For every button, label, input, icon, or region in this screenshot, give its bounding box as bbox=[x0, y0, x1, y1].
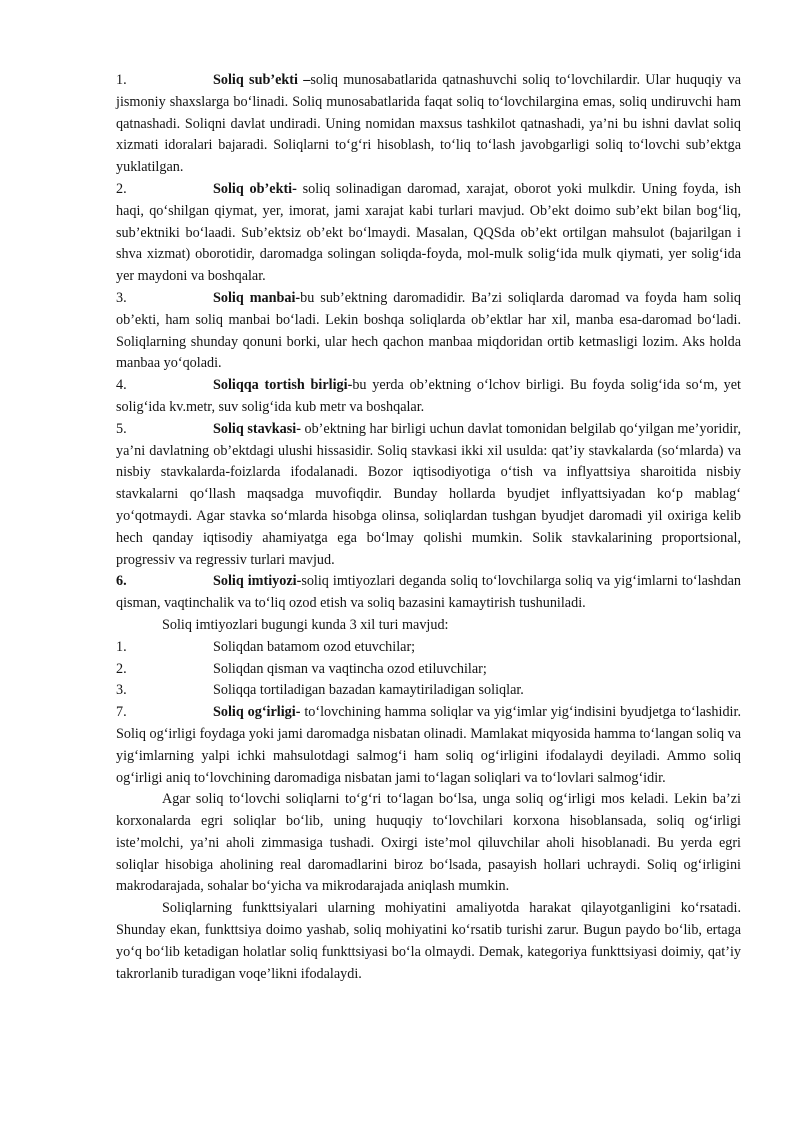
item-term: Soliq og‘irligi- bbox=[213, 704, 301, 721]
benefit-text: Soliqqa tortiladigan bazadan kamaytiriladigan soliqlar. bbox=[213, 682, 524, 699]
benefit-item-1 bbox=[116, 637, 741, 659]
item-number: 2. bbox=[116, 180, 127, 197]
item-term: Soliq ob’ekti- bbox=[213, 180, 297, 197]
body-paragraph: Agar soliq to‘lovchi soliqlarni to‘g‘ri to‘lagan bo‘lsa, unga soliq og‘irligi mos keladi. Lekin ba’zi korxonalarda egri soliqlar bo‘lib, uning huquqiy to‘lovchilari korxona hisoblansada, soliq og‘irligi iste’molchi, ya’ni aholi zimmasiga tushadi. Oxirgi iste’mol qiluvchilar aholi hisoblanadi. Bu yerda egri soliqlar hisobiga aholining real daromadlarini biroz bo‘lsada, pasayish hollari uchraydi. Soliq og‘irligini makrodarajada, sohalar bo‘yicha va mikrodarajada aniqlash mumkin. bbox=[116, 791, 741, 895]
item-number: 7. bbox=[116, 704, 127, 721]
benefit-item-3 bbox=[116, 680, 741, 702]
document-page bbox=[116, 70, 741, 985]
list-item-6 bbox=[116, 571, 741, 615]
benefit-item-2 bbox=[116, 659, 741, 681]
item-text: soliq munosabatlarida qatnashuvchi soliq to‘lovchilardir. Ular huquqiy va jismoniy shaxslarga bo‘linadi. Soliq munosabatlarida faqat soliq to‘lovchilargina emas, soliq undiruvchi ham qatnashadi. Soliqni davlat undiradi. Uning nomidan maxsus tashkilot qatnashadi, ya’ni bu ishni davlat soliq xizmati idoralari bajaradi. Soliqlarni to‘g‘ri hisoblash, to‘liq to‘lash javobgarligi soliq to‘lovchi sub’ektga yuklatilgan. bbox=[116, 72, 742, 176]
list-item-1 bbox=[116, 70, 741, 179]
item-text: ob’ektning har birligi uchun davlat tomonidan belgilab qo‘yilgan me’yoridir, ya’ni davlatning ob’ektdagi ulushi hissasidir. Soliq stavkasi ikki xil usulda: qat’iy stavkalarda (so‘mlarda) va nisbiy stavkalarda-foizlarda ifodalanadi. Bozor iqtisodiyotiga o‘tish va inflyattsiya sharoitida nisbiy stavkalarni qo‘llash maqsadga muvofiqdir. Bunday hollarda byudjet inflyattsiyadan ko‘p mablag‘ yo‘qotmaydi. Agar stavka so‘mlarda hisobga olinsa, soliqlardan tushgan byudjet daromadi yil oxiriga kelib hech qanday iqtisodiy ahamiyatga ega bo‘lmay qolishi mumkin. Solik stavkalarining proportsional, progressiv va regressiv turlari mavjud. bbox=[116, 420, 741, 568]
list-item-4 bbox=[116, 375, 741, 419]
body-paragraph: Soliqlarning funkttsiyalari ularning mohiyatini amaliyotda harakat qilayotganligini ko‘rsatadi. Shunday ekan, funkttsiya doimo yashab, soliq mohiyatini ko‘rsatib turishi zarur. Bugun paydo bo‘lib, ertaga yo‘q bo‘lib ketadigan holatlar soliq funkttsiyasi bo‘la olmaydi. Demak, kategoriya funkttsiyasi doimiy, qat’iy takrorlanib turadigan voqe’likni ifodalaydi. bbox=[116, 900, 741, 982]
item-text: bu sub’ektning daromadidir. Ba’zi soliqlarda daromad va foyda ham soliq ob’ekti, ham soliq manbai bo‘ladi. Lekin boshqa soliqlarda ob’ektlar har xil, manba esa-daromad bo‘ladi. Soliqlarning shunday qonuni borki, ular hech qachon manbaa miqdoridan ortib ketmasligi lozim. Aks holda manbaa yo‘qoladi. bbox=[116, 289, 742, 372]
item-text: soliq imtiyozlari deganda soliq to‘lovchilarga soliq va yig‘imlarni to‘lashdan qisman, vaqtinchalik va to‘liq ozod etish va soliq bazasini kamaytirish tushuniladi. bbox=[116, 573, 741, 612]
item-term: Soliq imtiyozi- bbox=[213, 573, 302, 590]
benefit-text: Soliqdan qisman va vaqtincha ozod etiluvchilar; bbox=[213, 660, 487, 677]
item-text: to‘lovchining hamma soliqlar va yig‘imlar yig‘indisini byudjetga to‘lashidir. Soliq og‘irligi foydaga yoki jami daromadga nisbatan olinadi. Mamlakat miqyosida hamma to‘langan soliq va yig‘imlarning yalpi ichki mahsulotdagi salmog‘i ham soliq og‘irligini ifodalaydi deyiladi. Ammo soliq og‘irligi aniq to‘lovchining daromadiga nisbatan jami to‘lagan soliqlari va to‘lovlari salmog‘idir. bbox=[116, 704, 741, 786]
list-item-3 bbox=[116, 288, 741, 375]
item-number: 3. bbox=[116, 289, 127, 306]
item-term: Soliq sub’ekti – bbox=[213, 72, 311, 88]
item-term: Soliqqa tortish birligi- bbox=[213, 377, 353, 394]
item-term: Soliq stavkasi- bbox=[213, 420, 301, 437]
benefit-number: 3. bbox=[116, 682, 127, 699]
item-number: 5. bbox=[116, 420, 127, 437]
item-text: bu yerda ob’ektning o‘lchov birligi. Bu foyda solig‘ida so‘m, yet solig‘ida kv.metr, suv solig‘ida kub metr va boshqalar. bbox=[116, 377, 741, 415]
list-item-5 bbox=[116, 419, 741, 572]
list-item-7 bbox=[116, 702, 741, 789]
benefit-number: 2. bbox=[116, 660, 127, 677]
benefit-number: 1. bbox=[116, 638, 127, 655]
benefits-intro: Soliq imtiyozlari bugungi kunda 3 xil turi mavjud: bbox=[162, 616, 449, 633]
item-number: 4. bbox=[116, 377, 127, 394]
item-number: 6. bbox=[116, 573, 127, 590]
item-text: soliq solinadigan daromad, xarajat, oborot yoki mulkdir. Uning foyda, ish haqi, qo‘shilgan qiymat, yer, imorat, jami xarajat kabi turlari mavjud. Ob’ekt doimo sub’ekt bilan bog‘liq, sub’ektniki bo‘laadi. Sub’ektsiz ob’ekt bo‘lmaydi. Masalan, QQSda ob’ekt ortilgan mahsulot (bajarilgan i shva xizmat) oborotidir, daromadga solingan soliqda-foyda, mol-mulk solig‘ida mulk qiymati, yer solig‘ida yer maydoni va boshqalar. bbox=[116, 180, 742, 285]
item-number: 1. bbox=[116, 72, 127, 88]
benefit-text: Soliqdan batamom ozod etuvchilar; bbox=[213, 638, 416, 655]
item-term: Soliq manbai- bbox=[213, 289, 301, 306]
list-item-2 bbox=[116, 179, 741, 288]
